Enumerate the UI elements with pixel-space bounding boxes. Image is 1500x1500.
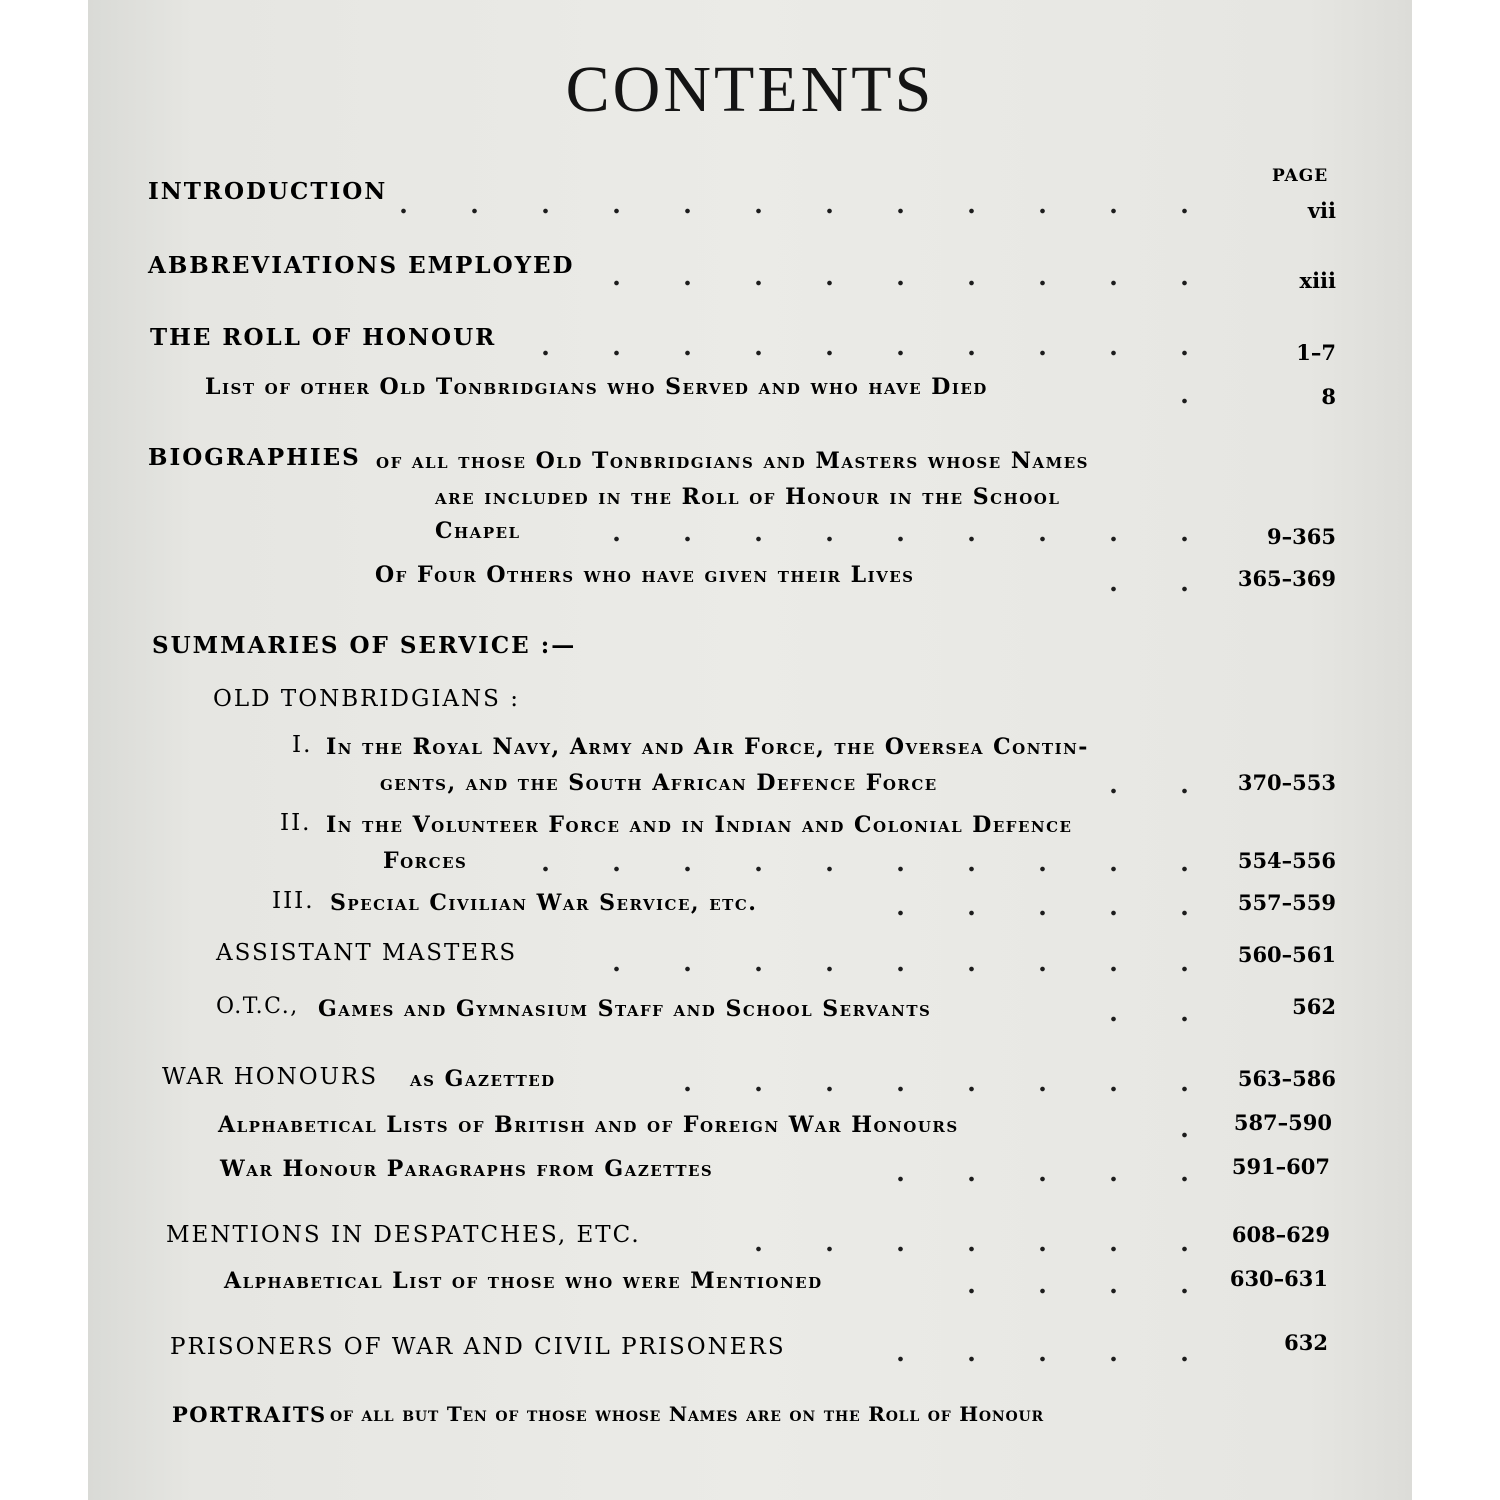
dot-leader <box>850 1176 1220 1182</box>
toc-page-number: 9–365 <box>1267 524 1336 549</box>
toc-page-number: 632 <box>1284 1330 1328 1355</box>
page-column-heading: PAGE <box>1272 166 1329 186</box>
toc-subsection-old-tonbridgians <box>0 686 1500 726</box>
toc-label-line: gents, and the South African Defence Force <box>380 770 938 796</box>
toc-page-number: 554–556 <box>1237 848 1336 873</box>
toc-label: SUMMARIES OF SERVICE :— <box>152 632 577 659</box>
toc-page-number: 608–629 <box>1231 1222 1330 1247</box>
toc-page-number: xiii <box>1299 268 1336 293</box>
dot-leader <box>1050 586 1220 592</box>
dot-leader <box>610 280 1220 286</box>
toc-item-number: I. <box>292 732 313 758</box>
toc-entry-introduction <box>0 178 1500 223</box>
toc-label: INTRODUCTION <box>148 178 388 205</box>
toc-entry-service-i <box>0 732 1500 812</box>
dot-leader <box>1050 1016 1220 1022</box>
toc-page-number: 8 <box>1321 384 1336 409</box>
toc-label-line: In the Volunteer Force and in Indian and Colonial Defence <box>326 812 1073 838</box>
dot-leader <box>500 866 1220 872</box>
toc-label: as Gazetted <box>410 1066 556 1092</box>
toc-section-summaries <box>0 632 1500 672</box>
toc-label: Alphabetical Lists of British and of Foreign War Honours <box>218 1112 959 1138</box>
toc-label: THE ROLL OF HONOUR <box>150 324 497 351</box>
dot-leader <box>560 536 1220 542</box>
toc-item-number: II. <box>280 810 312 836</box>
dot-leader <box>880 1356 1220 1362</box>
toc-label-line: In the Royal Navy, Army and Air Force, the Oversea Contin- <box>326 734 1089 760</box>
toc-entry-service-iii <box>0 888 1500 928</box>
toc-entry-roll-of-honour <box>0 324 1500 364</box>
dot-leader <box>620 1086 1220 1092</box>
toc-entry-war-honour-paragraphs <box>0 1154 1500 1194</box>
toc-entry-four-others <box>0 562 1500 602</box>
toc-label-head: PORTRAITS <box>172 1402 327 1427</box>
toc-entry-assistant-masters <box>0 940 1500 980</box>
toc-label: Special Civilian War Service, etc. <box>330 890 758 916</box>
dot-leader <box>700 1246 1220 1252</box>
toc-entry-service-ii <box>0 810 1500 890</box>
toc-label: War Honour Paragraphs from Gazettes <box>220 1156 714 1182</box>
toc-label-line: Chapel <box>435 518 521 544</box>
toc-page-number: 370–553 <box>1237 770 1336 795</box>
toc-entry-prisoners <box>0 1330 1500 1374</box>
page-title: CONTENTS <box>565 53 935 126</box>
toc-label: Games and Gymnasium Staff and School Servants <box>318 996 932 1022</box>
toc-label-line: are included in the Roll of Honour in the School <box>435 484 1061 510</box>
toc-label-head: BIOGRAPHIES <box>148 444 361 471</box>
toc-label: ABBREVIATIONS EMPLOYED <box>148 252 575 279</box>
toc-page-number: 560–561 <box>1237 942 1336 967</box>
toc-page-number: 562 <box>1292 994 1336 1019</box>
toc-entry-abbreviations <box>0 252 1500 292</box>
toc-entry-mentions <box>0 1222 1500 1262</box>
toc-page-number: 1–7 <box>1296 340 1336 365</box>
toc-label-head: O.T.C., <box>216 994 299 1019</box>
toc-page-number: 591–607 <box>1231 1154 1330 1179</box>
toc-entry-alphabetical-mentioned <box>0 1266 1500 1306</box>
toc-label: MENTIONS IN DESPATCHES, ETC. <box>166 1222 641 1248</box>
toc-page-number: vii <box>1307 198 1336 223</box>
toc-label: of all but Ten of those whose Names are on the Roll of Honour <box>330 1402 1044 1426</box>
toc-entry-alphabetical-lists <box>0 1110 1500 1150</box>
toc-label: PRISONERS OF WAR AND CIVIL PRISONERS <box>170 1334 786 1360</box>
toc-page-number: 365–369 <box>1237 566 1336 591</box>
toc-entry-biographies <box>0 444 1500 564</box>
dot-leader <box>960 1288 1220 1294</box>
dot-leader <box>550 966 1220 972</box>
toc-entry-war-honours <box>0 1064 1500 1104</box>
toc-page-number: 587–590 <box>1233 1110 1332 1135</box>
toc-entry-portraits <box>0 1402 1500 1442</box>
dot-leader <box>1050 788 1220 794</box>
toc-label-line: Forces <box>383 848 468 874</box>
toc-label: Of Four Others who have given their Lives <box>375 562 915 588</box>
toc-page-number: 630–631 <box>1229 1266 1328 1291</box>
toc-label: ASSISTANT MASTERS <box>216 940 518 966</box>
toc-label: OLD TONBRIDGIANS : <box>213 686 520 712</box>
toc-page-number: 557–559 <box>1237 890 1336 915</box>
dot-leader <box>540 350 1220 356</box>
dot-leader <box>860 910 1220 916</box>
dot-leader <box>400 208 1220 214</box>
toc-label-line: of all those Old Tonbridgians and Masters whose Names <box>376 448 1089 474</box>
toc-entry-list-other <box>0 374 1500 414</box>
toc-page-number: 563–586 <box>1237 1066 1336 1091</box>
toc-item-number: III. <box>272 888 315 914</box>
toc-entry-otc <box>0 994 1500 1034</box>
toc-label: List of other Old Tonbridgians who Served and who have Died <box>205 374 988 400</box>
toc-label-head: WAR HONOURS <box>162 1064 379 1090</box>
toc-label: Alphabetical List of those who were Mentioned <box>224 1268 823 1294</box>
